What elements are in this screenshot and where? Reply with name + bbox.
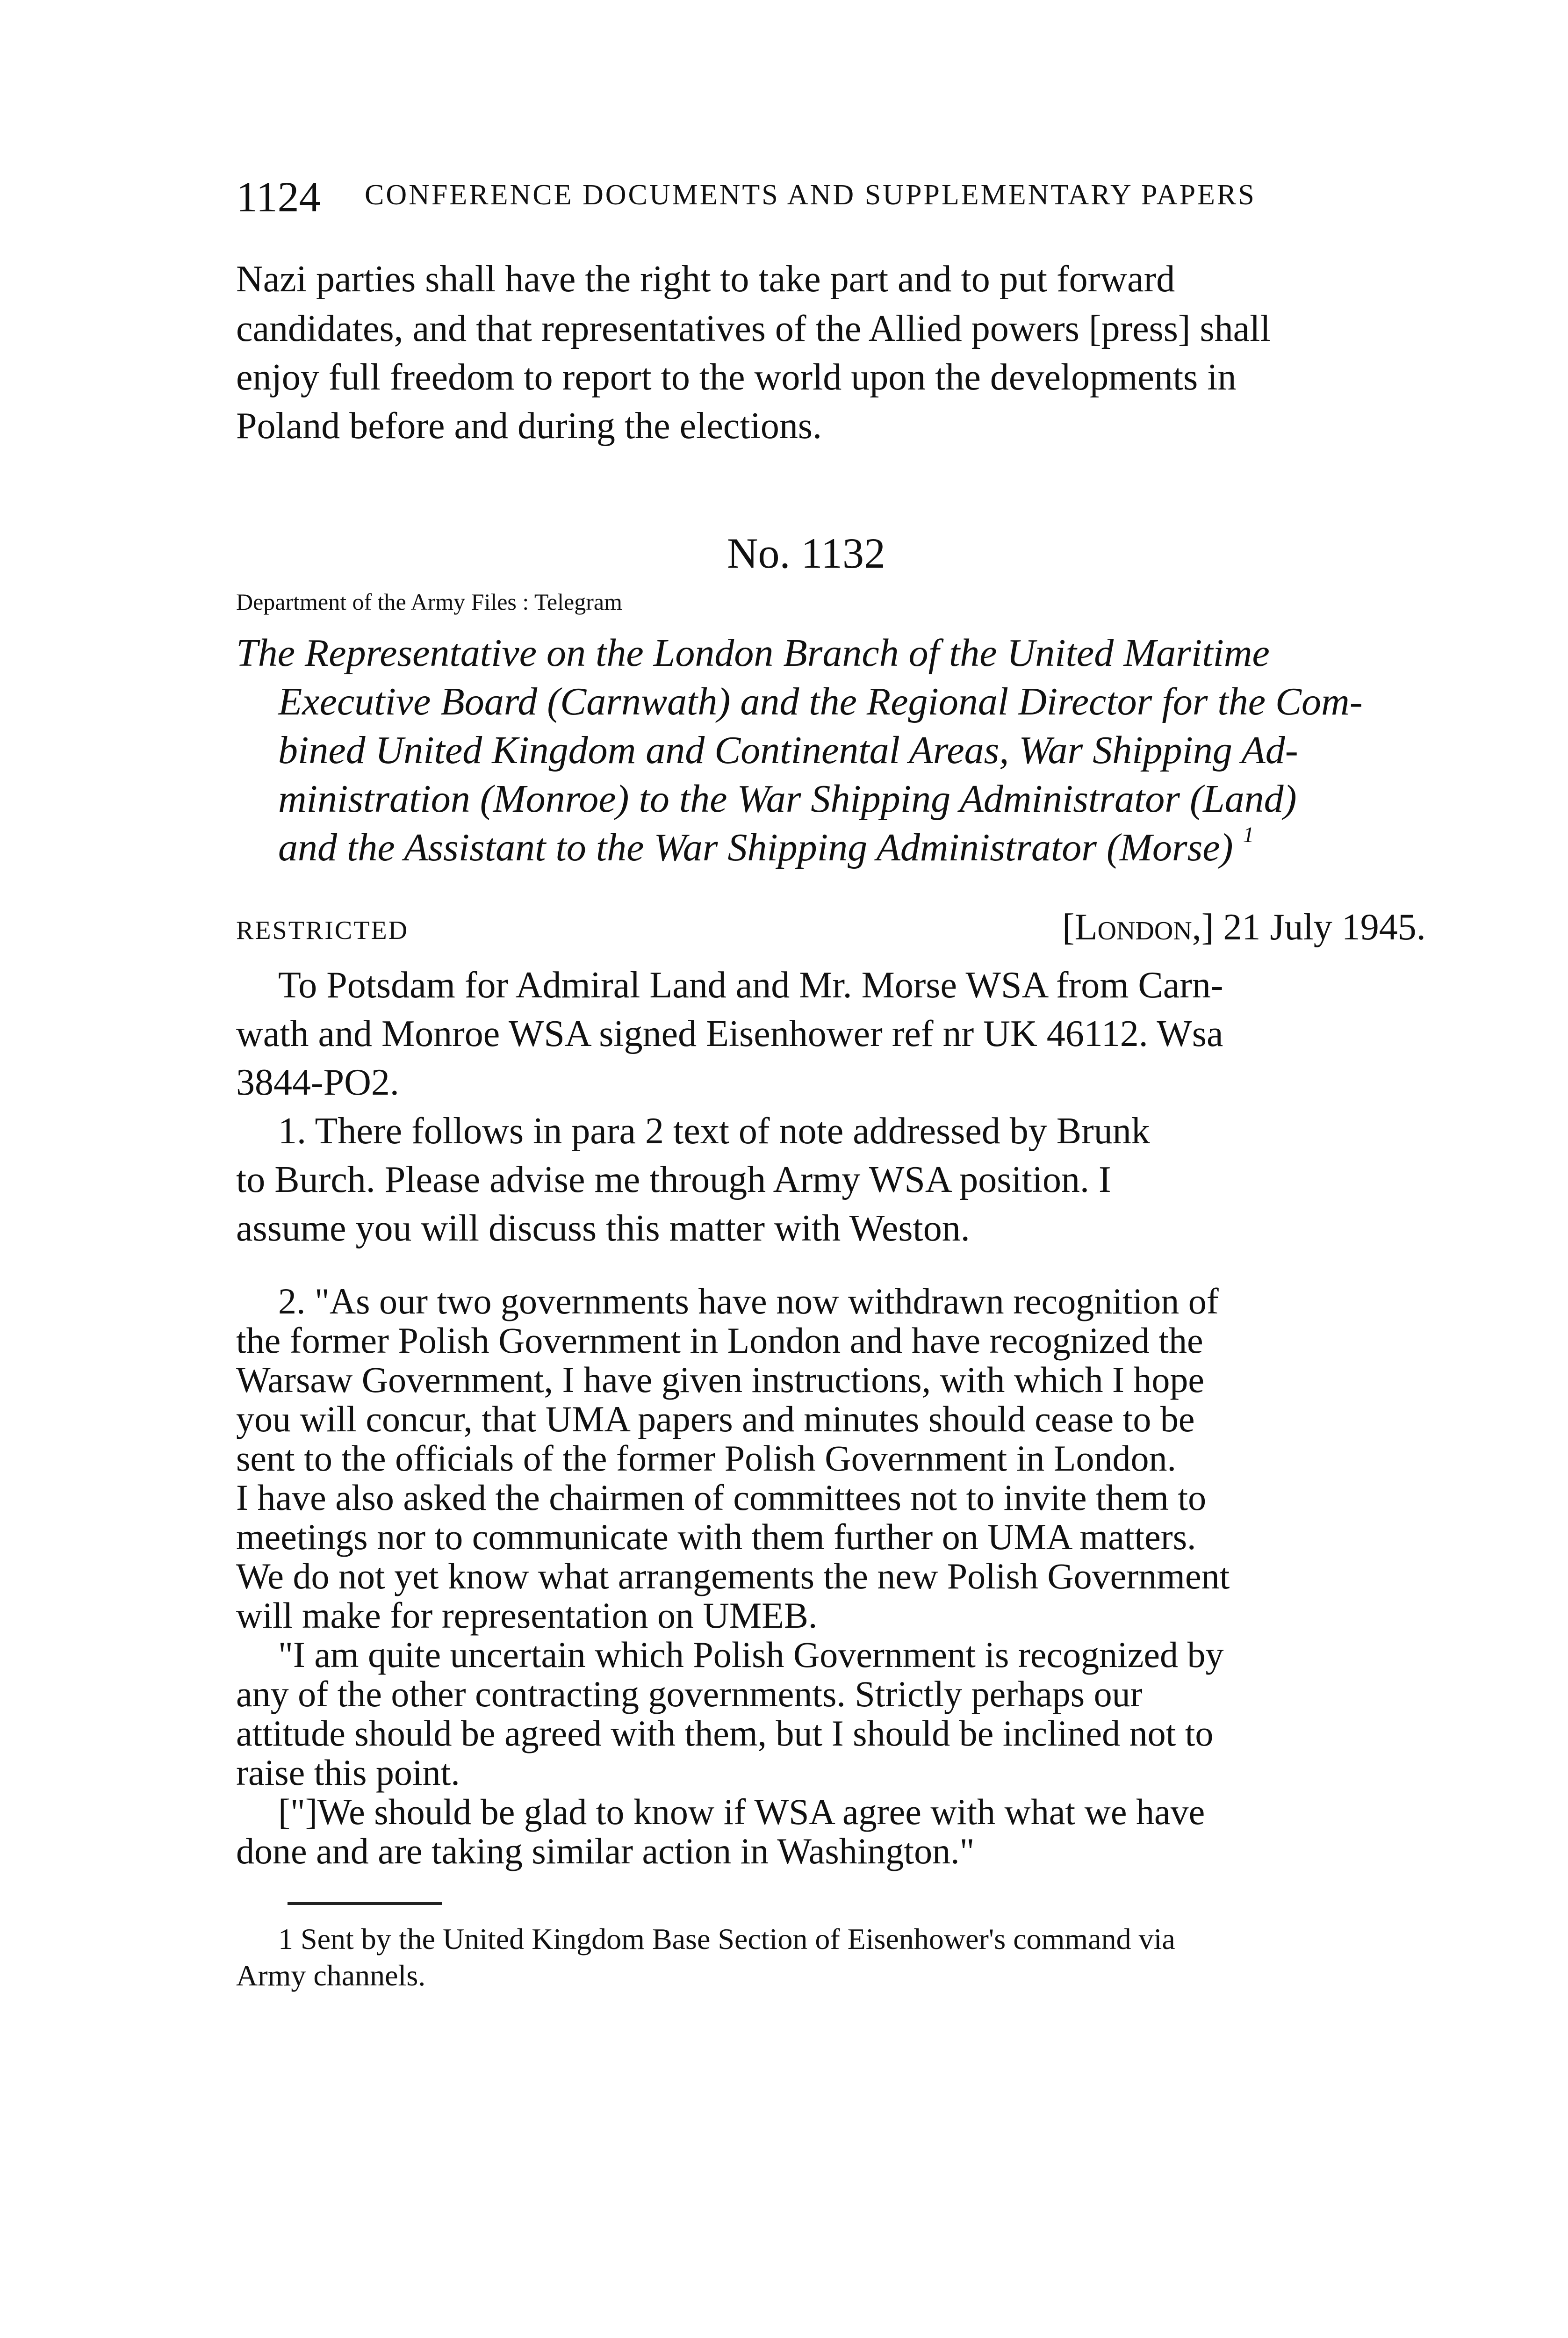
quoted-line: sent to the officials of the former Polish Government in London. <box>236 1438 1177 1479</box>
intro-line: enjoy full freedom to report to the world upon the developments in <box>236 357 1237 398</box>
telegram-line: 3844-PO2. <box>236 1062 399 1103</box>
telegram-line: 1. There follows in para 2 text of note addressed by Brunk <box>278 1111 1150 1152</box>
headline-line: and the Assistant to the War Shipping Administrator (Morse) $^1$ <box>278 823 1254 869</box>
document-number: No. 1132 <box>727 529 886 577</box>
telegram-line: To Potsdam for Admiral Land and Mr. Morse WSA from Carn- <box>278 965 1223 1006</box>
running-title: CONFERENCE DOCUMENTS AND SUPPLEMENTARY PAPERS <box>365 179 1256 211</box>
quoted-line: raise this point. <box>236 1752 460 1793</box>
headline-line: Executive Board (Carnwath) and the Regional Director for the Com- <box>278 680 1363 723</box>
footnote-marker: 1 <box>1243 823 1254 847</box>
headline-line: ministration (Monroe) to the War Shipping Administrator (Land) <box>278 777 1297 821</box>
telegram-line: wath and Monroe WSA signed Eisenhower ref nr UK 46112. Wsa <box>236 1013 1223 1054</box>
footnote-divider <box>288 1902 442 1905</box>
dateline: [London,] 21 July 1945. <box>1062 907 1426 948</box>
telegram-line: assume you will discuss this matter with Weston. <box>236 1208 970 1249</box>
headline-line: bined United Kingdom and Continental Areas, War Shipping Ad- <box>278 729 1298 772</box>
quoted-line: Warsaw Government, I have given instructions, with which I hope <box>236 1359 1205 1400</box>
page-number: 1124 <box>236 173 321 221</box>
quoted-line: the former Polish Government in London and have recognized the <box>236 1320 1203 1361</box>
quoted-line: I have also asked the chairmen of committees not to invite them to <box>236 1477 1207 1518</box>
classification: RESTRICTED <box>236 916 409 945</box>
intro-line: candidates, and that representatives of the Allied powers [press] shall <box>236 308 1271 349</box>
intro-line: Nazi parties shall have the right to take part and to put forward <box>236 259 1175 300</box>
quoted-line: "I am quite uncertain which Polish Government is recognized by <box>278 1634 1224 1675</box>
quoted-line: ["]We should be glad to know if WSA agree with what we have <box>278 1791 1205 1832</box>
headline-line: The Representative on the London Branch of the United Maritime <box>236 631 1270 675</box>
footnote-line: Army channels. <box>236 1959 426 1992</box>
quoted-line: We do not yet know what arrangements the new Polish Government <box>236 1556 1230 1596</box>
telegram-line: to Burch. Please advise me through Army WSA position. I <box>236 1159 1111 1200</box>
quoted-line: attitude should be agreed with them, but I should be inclined not to <box>236 1713 1214 1754</box>
footnote-line: 1 Sent by the United Kingdom Base Section of Eisenhower's command via <box>278 1922 1175 1956</box>
quoted-line: you will concur, that UMA papers and minutes should cease to be <box>236 1399 1195 1439</box>
quoted-line: any of the other contracting governments. Strictly perhaps our <box>236 1674 1143 1714</box>
quoted-line: meetings nor to communicate with them further on UMA matters. <box>236 1516 1196 1557</box>
document-source: Department of the Army Files : Telegram <box>236 589 622 615</box>
quoted-line: done and are taking similar action in Washington." <box>236 1831 975 1871</box>
quoted-line: 2. "As our two governments have now withdrawn recognition of <box>278 1281 1219 1321</box>
intro-line: Poland before and during the elections. <box>236 405 822 447</box>
quoted-line: will make for representation on UMEB. <box>236 1595 818 1636</box>
